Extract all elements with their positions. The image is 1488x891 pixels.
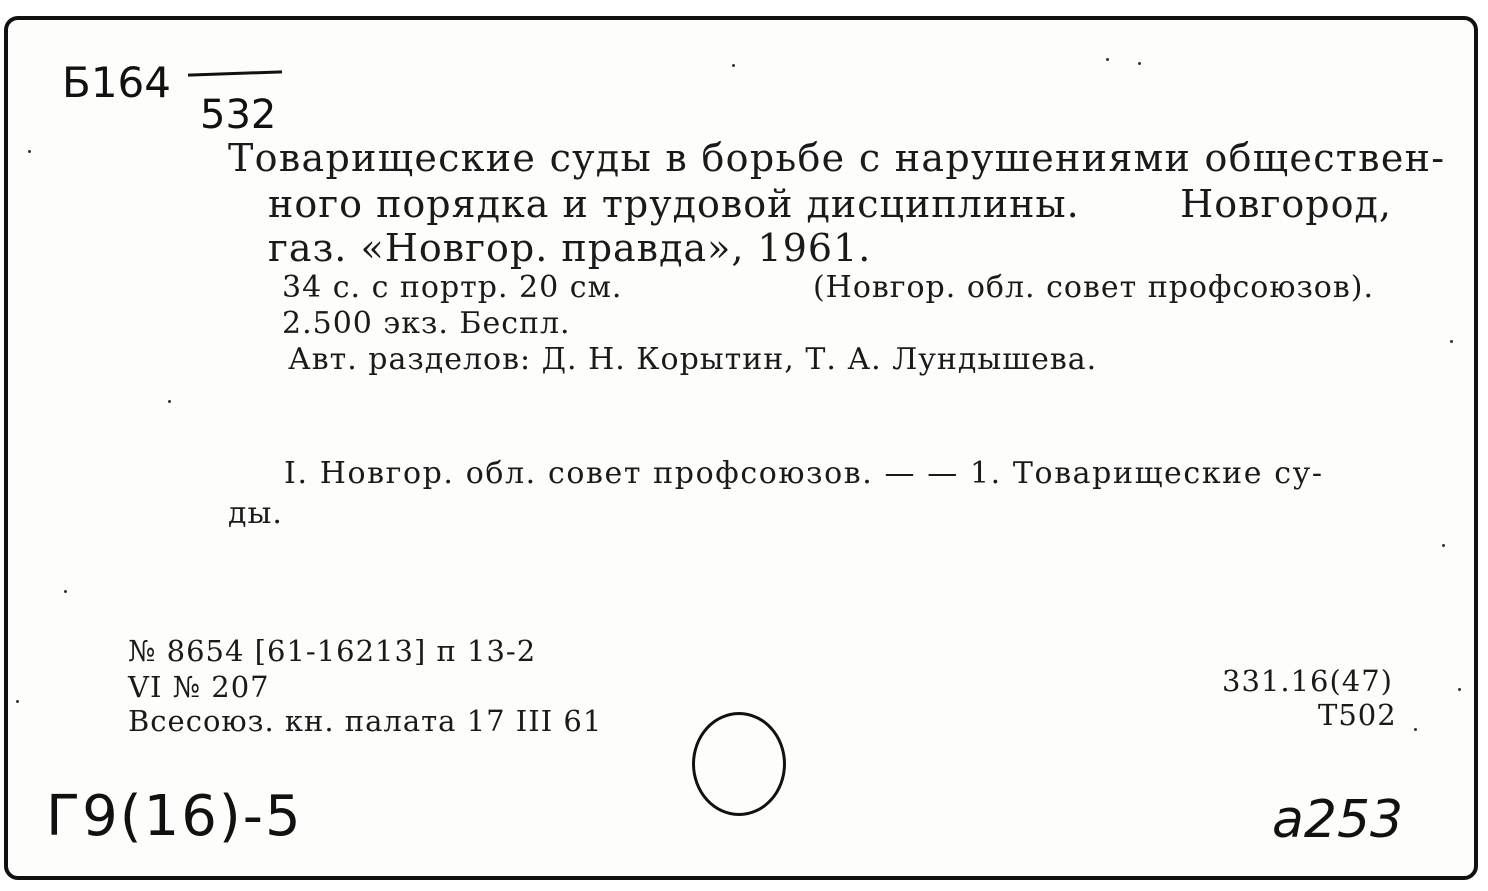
speck xyxy=(28,150,31,153)
handwritten-note-left: Г9(16)-5 xyxy=(46,784,303,849)
title-line-3: газ. «Новгор. правда», 1961. xyxy=(268,226,872,270)
description-line-1 xyxy=(282,270,1374,305)
title-line-1: Товарищеские суды в борьбе с нарушениями обществен- xyxy=(228,136,1446,180)
speck xyxy=(732,64,735,67)
speck xyxy=(1442,544,1445,547)
speck xyxy=(1106,58,1109,61)
speck xyxy=(1458,688,1461,691)
shelf-mark-denominator: 532 xyxy=(200,92,277,138)
speck xyxy=(64,590,67,593)
speck xyxy=(1450,340,1453,343)
speck xyxy=(1138,62,1141,65)
title-line-2 xyxy=(268,182,1392,226)
description-line-2: 2.500 экз. Беспл. xyxy=(282,306,571,341)
speck xyxy=(1414,728,1417,731)
description-line-3: Авт. разделов: Д. Н. Корытин, Т. А. Лундышева. xyxy=(288,342,1098,377)
imprint-line-1: № 8654 [61-16213] п 13-2 xyxy=(128,634,537,668)
drawn-circle xyxy=(692,712,786,816)
speck xyxy=(16,700,19,703)
imprint-line-3: Всесоюз. кн. палата 17 III 61 xyxy=(128,704,603,738)
title-line-2-right: Новгород, xyxy=(1180,182,1392,226)
title-line-2-left: ного порядка и трудовой дисциплины. xyxy=(268,182,1080,226)
classification-line-1: 331.16(47) xyxy=(1222,664,1394,698)
description-line-1-right: (Новгор. обл. совет профсоюзов). xyxy=(812,270,1374,305)
speck xyxy=(168,400,171,403)
tracing-line-2: ды. xyxy=(228,496,283,531)
shelf-mark-number: Б164 xyxy=(62,58,171,107)
description-line-1-left: 34 с. с портр. 20 см. xyxy=(282,270,623,305)
tracing-line-1: I. Новгор. обл. совет профсоюзов. — — 1. Товарищеские су- xyxy=(284,456,1324,491)
classification-line-2: Т502 xyxy=(1318,698,1397,732)
imprint-line-2: VI № 207 xyxy=(128,670,270,704)
handwritten-note-right: а253 xyxy=(1272,790,1404,850)
